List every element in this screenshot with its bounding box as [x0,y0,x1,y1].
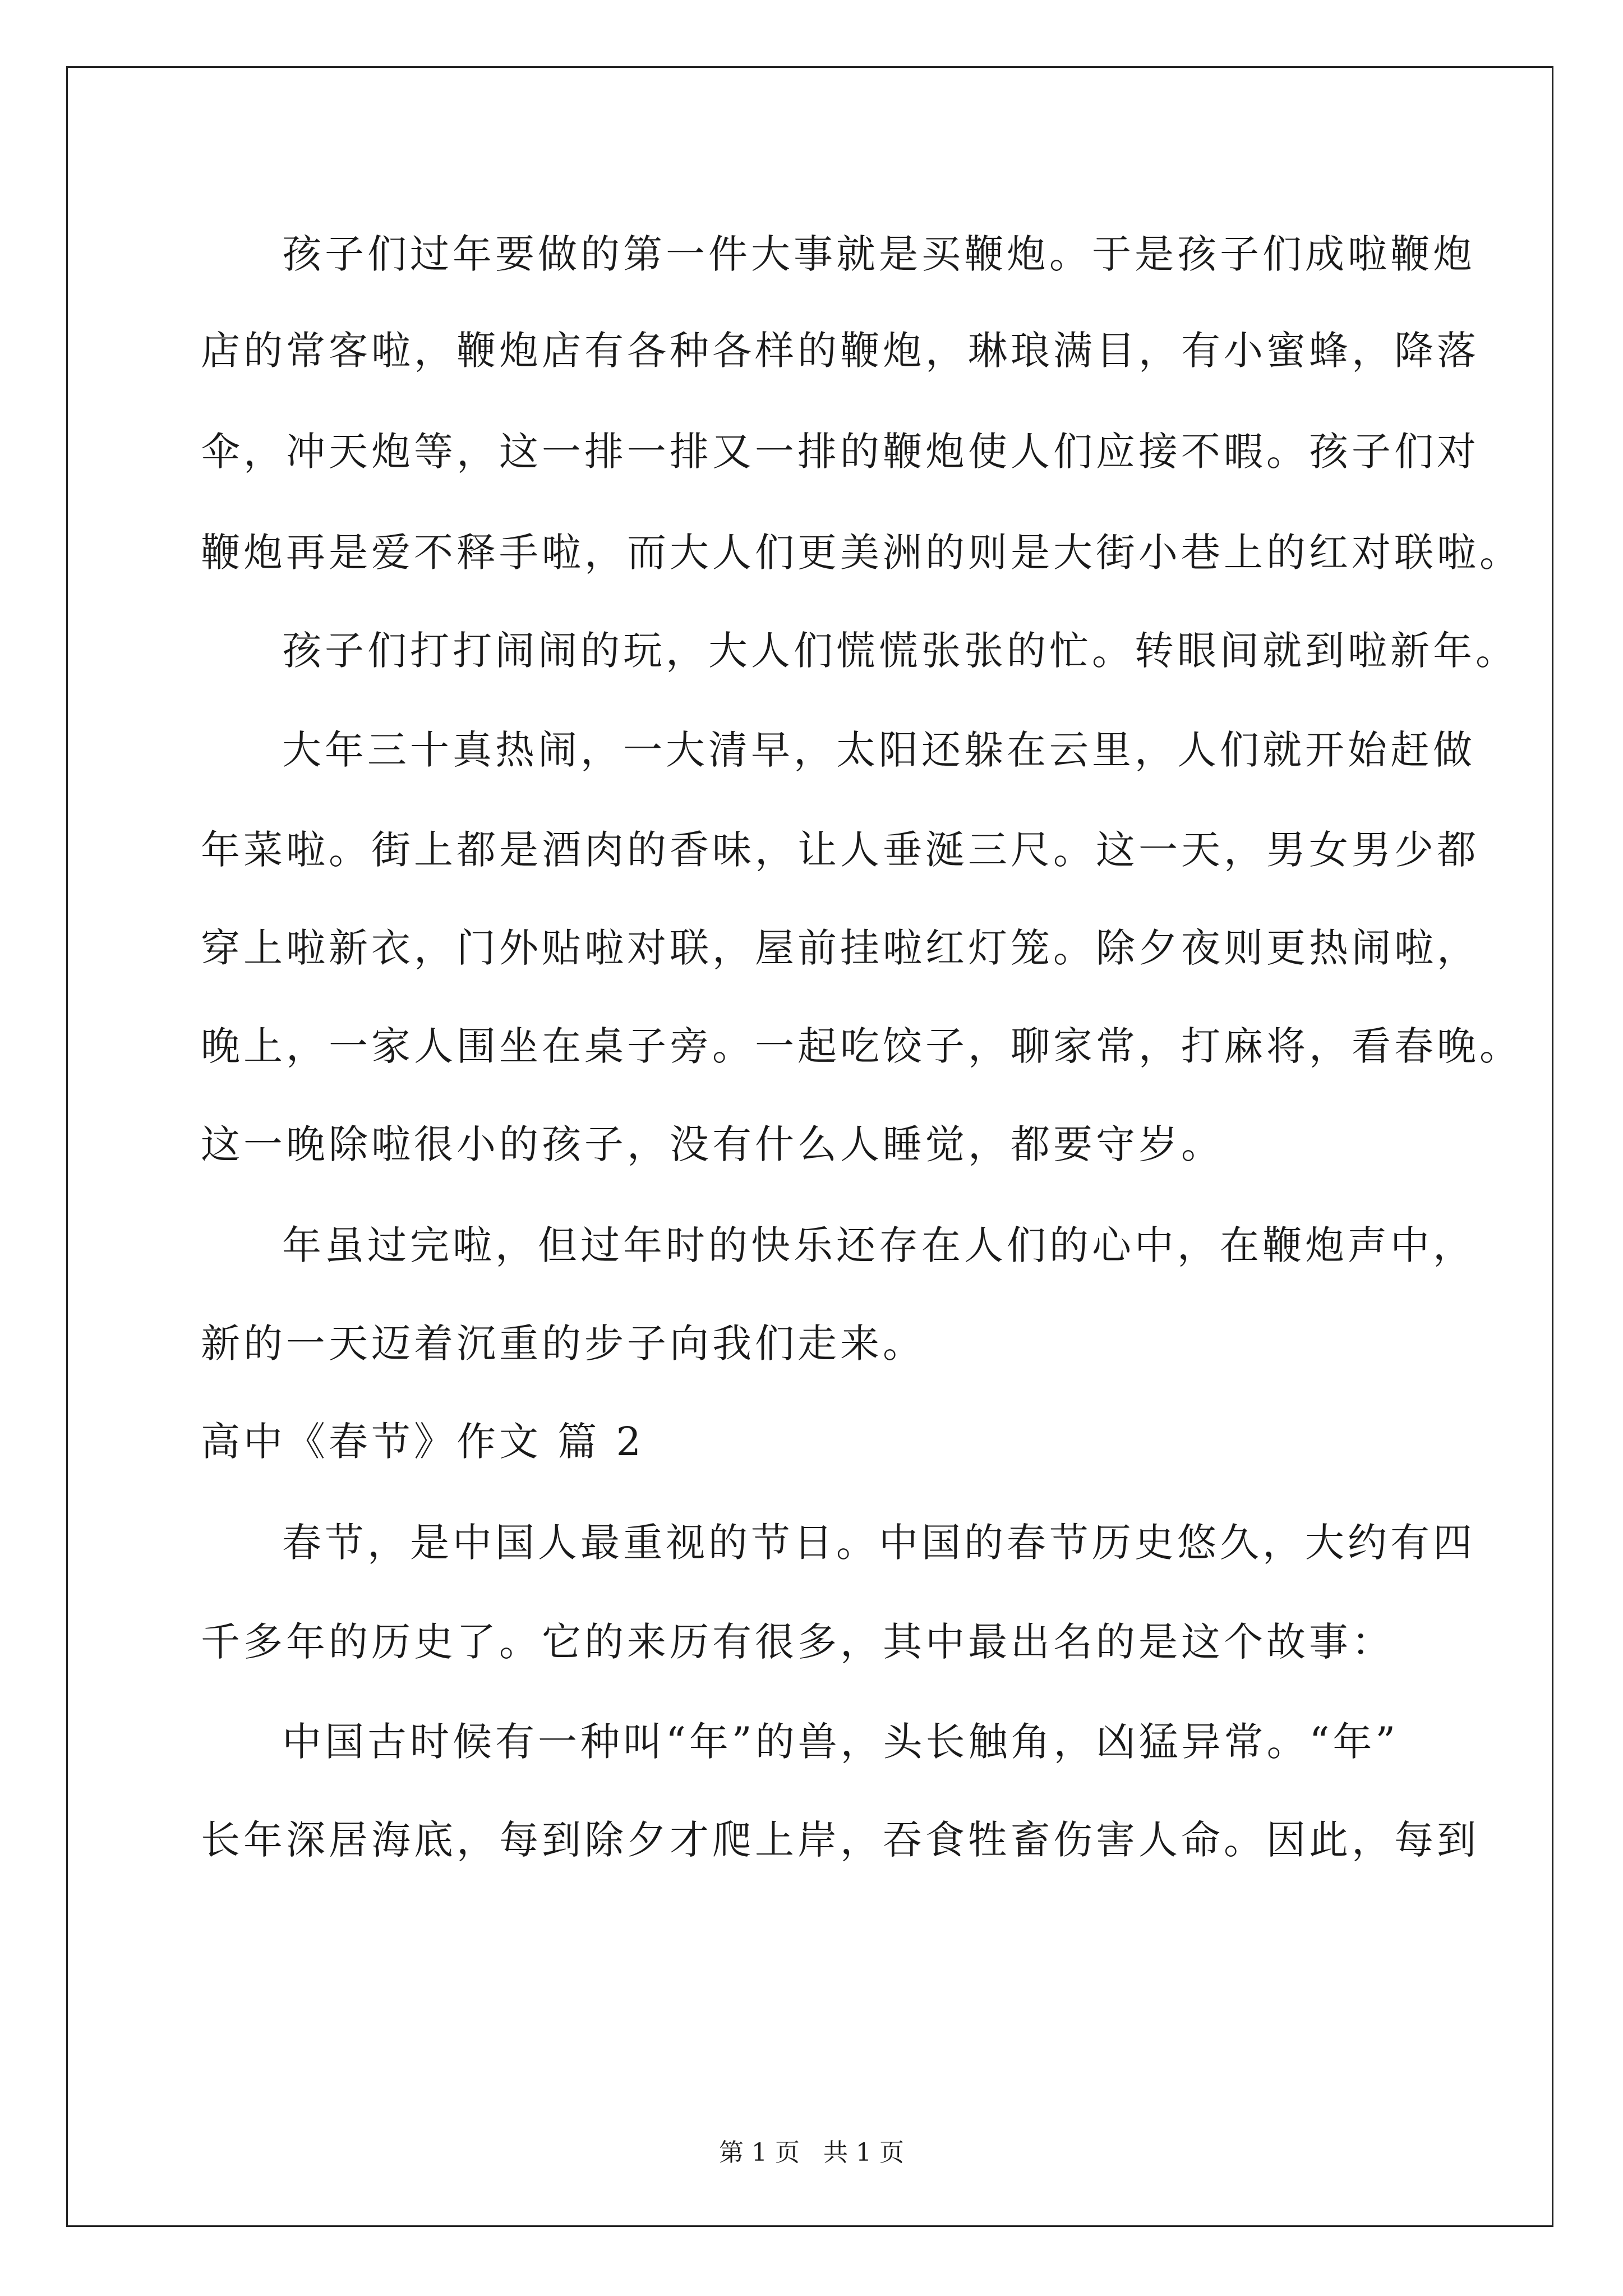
paragraph-line: 年菜啦。街上都是酒肉的香味，让人垂涎三尺。这一天，男女男少都 [201,827,1479,873]
paragraph-line: 这一晚除啦很小的孩子，没有什么人睡觉，都要守岁。 [201,1121,1224,1167]
page-number-current: 第 1 页 [719,2138,800,2167]
paragraph-line: 中国古时候有一种叫“年”的兽，头长触角，凶猛异常。“年” [282,1719,1399,1765]
page-footer [0,2136,1623,2170]
paragraph-line: 店的常客啦，鞭炮店有各种各样的鞭炮，琳琅满目，有小蜜蜂，降落 [201,328,1479,374]
paragraph-line: 鞭炮再是爱不释手啦，而大人们更美洲的则是大街小巷上的红对联啦。 [201,530,1522,576]
section-heading: 高中《春节》作文 篇 2 [201,1419,645,1465]
paragraph-line: 千多年的历史了。它的来历有很多，其中最出名的是这个故事： [201,1619,1394,1665]
paragraph-line: 年虽过完啦，但过年时的快乐还存在人们的心中，在鞭炮声中， [282,1222,1476,1268]
page-number-total: 共 1 页 [823,2138,904,2167]
paragraph-line: 新的一天迈着沉重的步子向我们走来。 [201,1320,925,1366]
paragraph-line: 大年三十真热闹，一大清早，太阳还躲在云里，人们就开始赶做 [282,727,1476,773]
paragraph-line: 孩子们打打闹闹的玩，大人们慌慌张张的忙。转眼间就到啦新年。 [282,628,1518,674]
paragraph-line: 春节，是中国人最重视的节日。中国的春节历史悠久，大约有四 [282,1520,1476,1566]
paragraph-line: 穿上啦新衣，门外贴啦对联，屋前挂啦红灯笼。除夕夜则更热闹啦， [201,925,1479,971]
paragraph-line: 伞，冲天炮等，这一排一排又一排的鞭炮使人们应接不暇。孩子们对 [201,429,1479,475]
paragraph-line: 长年深居海底，每到除夕才爬上岸，吞食牲畜伤害人命。因此，每到 [201,1817,1479,1863]
paragraph-line: 晚上，一家人围坐在桌子旁。一起吃饺子，聊家常，打麻将，看春晚。 [201,1023,1522,1069]
paragraph-line: 孩子们过年要做的第一件大事就是买鞭炮。于是孩子们成啦鞭炮 [282,231,1476,277]
